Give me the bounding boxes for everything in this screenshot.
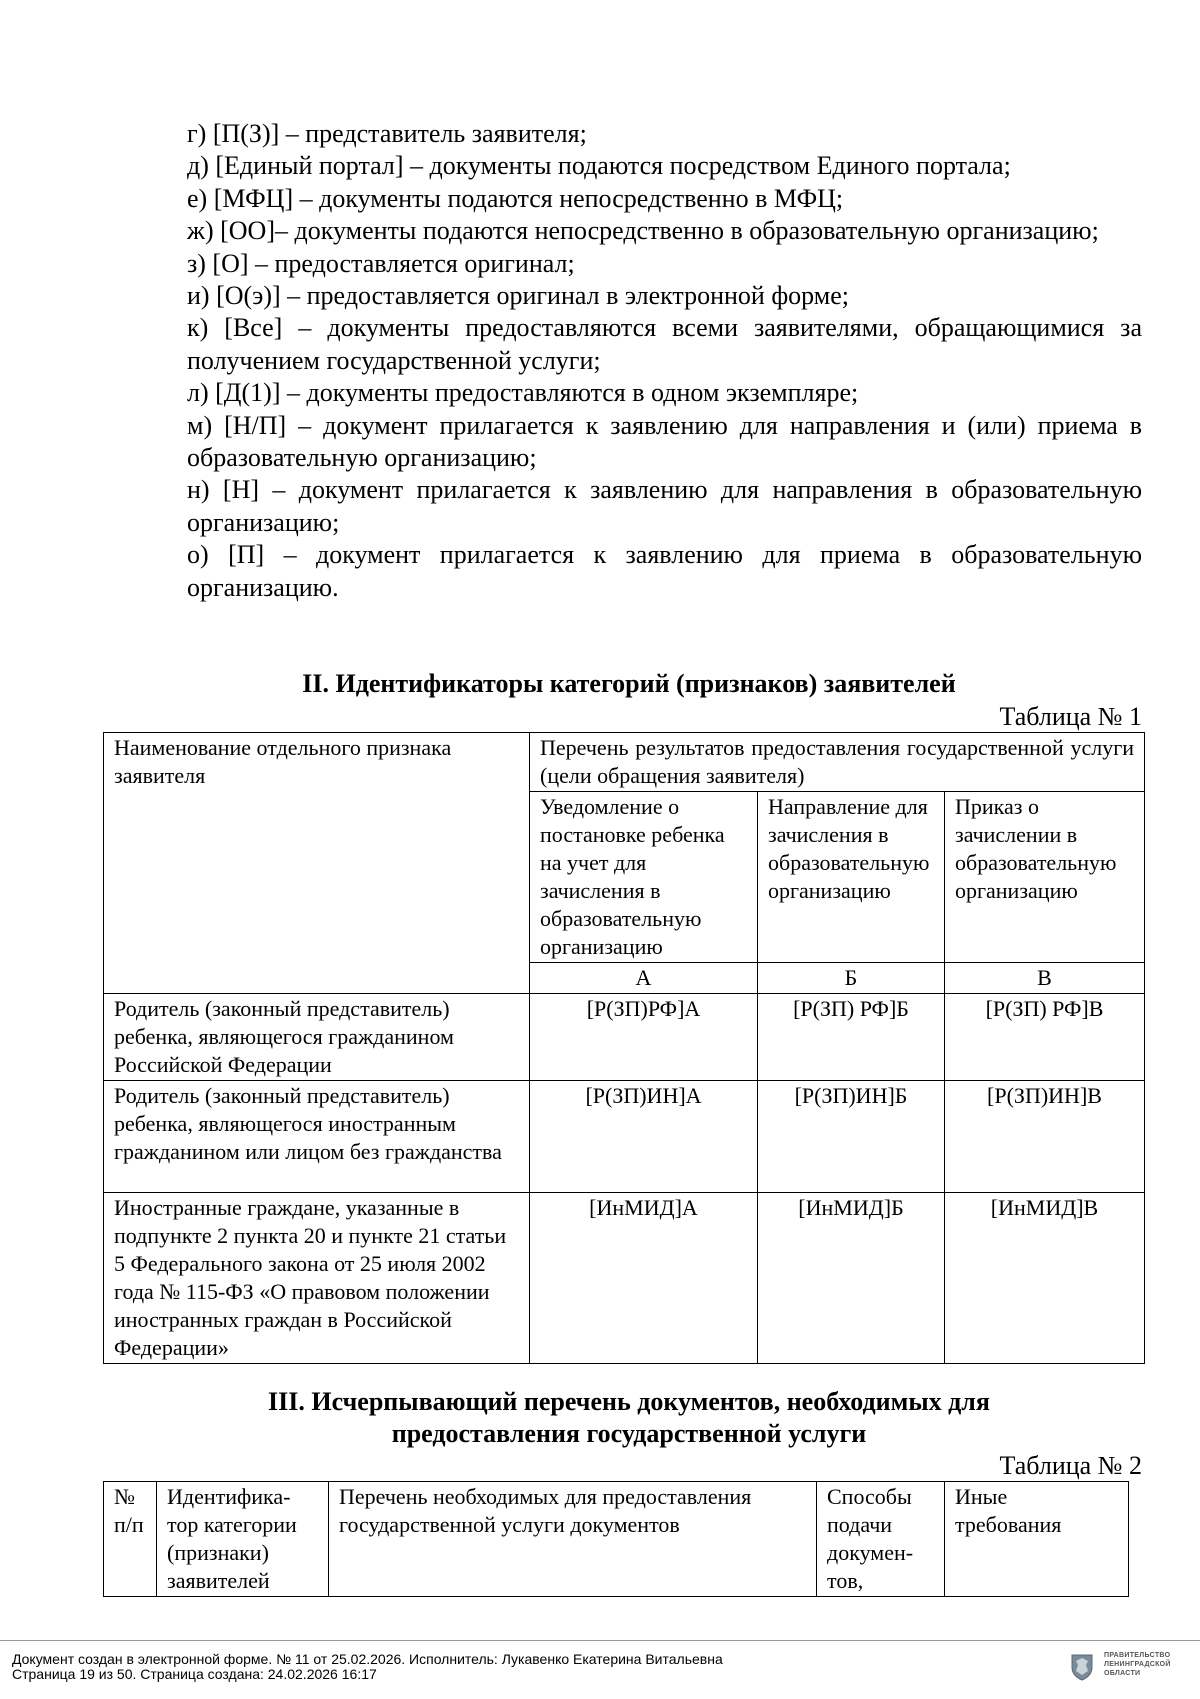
category-name: Родитель (законный представитель) ребенка, являющегося иностранным гражданином или лицом без гражданства [104, 1081, 530, 1193]
header-category-id: Идентифика-тор категории (признаки) заявителей [157, 1482, 329, 1597]
header-other-requirements: Иные требования [945, 1482, 1129, 1597]
category-name: Родитель (законный представитель) ребенка, являющегося гражданином Российской Федерации [104, 994, 530, 1081]
definition-item: м) [Н/П] – документ прилагается к заявлению для направления и (или) приема в образовательную организацию; [187, 410, 1142, 473]
coat-of-arms-icon [1070, 1653, 1094, 1681]
definition-item: з) [О] – предоставляется оригинал; [187, 248, 575, 278]
document-footer [0, 1640, 1200, 1699]
table-row [104, 1081, 1145, 1193]
footer-line-1: Документ создан в электронной форме. № 11 от 25.02.2026. Исполнитель: Лукавенко Екатерина Витальевна [12, 1651, 723, 1667]
col-letter: В [945, 963, 1145, 994]
section3-heading-line2: предоставления государственной услуги [391, 1419, 867, 1448]
definitions-list [116, 118, 1142, 604]
header-number: № п/п [104, 1482, 157, 1597]
table1-caption: Таблица № 1 [999, 702, 1142, 731]
applicant-categories-table [103, 732, 1145, 1364]
footer-line-2: Страница 19 из 50. Страница создана: 24.02.2026 16:17 [12, 1666, 377, 1682]
definition-item: н) [Н] – документ прилагается к заявлению для направления в образовательную организацию; [187, 475, 1142, 537]
section3-heading-line1: III. Исчерпывающий перечень документов, необходимых для [268, 1387, 990, 1416]
logo-text-line: ПРАВИТЕЛЬСТВО [1104, 1652, 1171, 1659]
category-code: [ИнМИД]В [945, 1193, 1145, 1364]
category-code: [Р(ЗП)ИН]А [530, 1081, 758, 1193]
header-submission-methods: Способы подачи докумен-тов, [817, 1482, 945, 1597]
definition-item: к) [Все] – документы предоставляются всеми заявителями, обращающимися за получением государственной услуги; [187, 313, 1142, 375]
category-name: Иностранные граждане, указанные в подпункте 2 пункта 20 и пункте 21 статьи 5 Федерального закона от 25 июля 2002 года № 115-ФЗ «О правовом положении иностранных граждан в Российской Федерации» [104, 1193, 530, 1364]
header-attribute: Наименование отдельного признака заявителя [104, 733, 530, 994]
documents-table [103, 1481, 1129, 1597]
logo-text-line: ОБЛАСТИ [1104, 1670, 1141, 1677]
category-code: [Р(ЗП)РФ]А [530, 994, 758, 1081]
result-col-a: Уведомление о постановке ребенка на учет для зачисления в образовательную организацию [530, 792, 758, 963]
category-code: [ИнМИД]Б [758, 1193, 945, 1364]
table2-caption: Таблица № 2 [999, 1451, 1142, 1480]
category-code: [Р(ЗП)ИН]В [945, 1081, 1145, 1193]
definition-item: д) [Единый портал] – документы подаются посредством Единого портала; [187, 151, 1011, 181]
col-letter: Б [758, 963, 945, 994]
section2-heading: II. Идентификаторы категорий (признаков) заявителей [302, 669, 956, 698]
definition-item: и) [О(э)] – предоставляется оригинал в электронной форме; [187, 281, 849, 311]
header-documents: Перечень необходимых для предоставления государственной услуги документов [329, 1482, 817, 1597]
category-code: [Р(ЗП) РФ]В [945, 994, 1145, 1081]
col-letter: А [530, 963, 758, 994]
logo-text [1104, 1651, 1171, 1678]
category-code: [Р(ЗП) РФ]Б [758, 994, 945, 1081]
table-row [104, 1482, 1129, 1597]
definition-item: е) [МФЦ] – документы подаются непосредственно в МФЦ; [187, 183, 844, 213]
logo-text-line: ЛЕНИНГРАДСКОЙ [1104, 1661, 1171, 1668]
category-code: [Р(ЗП)ИН]Б [758, 1081, 945, 1193]
definition-item: л) [Д(1)] – документы предоставляются в одном экземпляре; [187, 378, 859, 408]
definition-item: ж) [ОО]– документы подаются непосредственно в образовательную организацию; [187, 216, 1099, 246]
header-results: Перечень результатов предоставления государственной услуги (цели обращения заявителя) [530, 733, 1145, 792]
definition-item: о) [П] – документ прилагается к заявлению для приема в образовательную организацию. [187, 540, 1142, 602]
definition-item: г) [П(З)] – представитель заявителя; [187, 119, 587, 148]
table-row [104, 994, 1145, 1081]
result-col-b: Направление для зачисления в образовательную организацию [758, 792, 945, 963]
result-col-c: Приказ о зачислении в образовательную организацию [945, 792, 1145, 963]
table-row [104, 1193, 1145, 1364]
category-code: [ИнМИД]А [530, 1193, 758, 1364]
table-row [104, 733, 1145, 792]
